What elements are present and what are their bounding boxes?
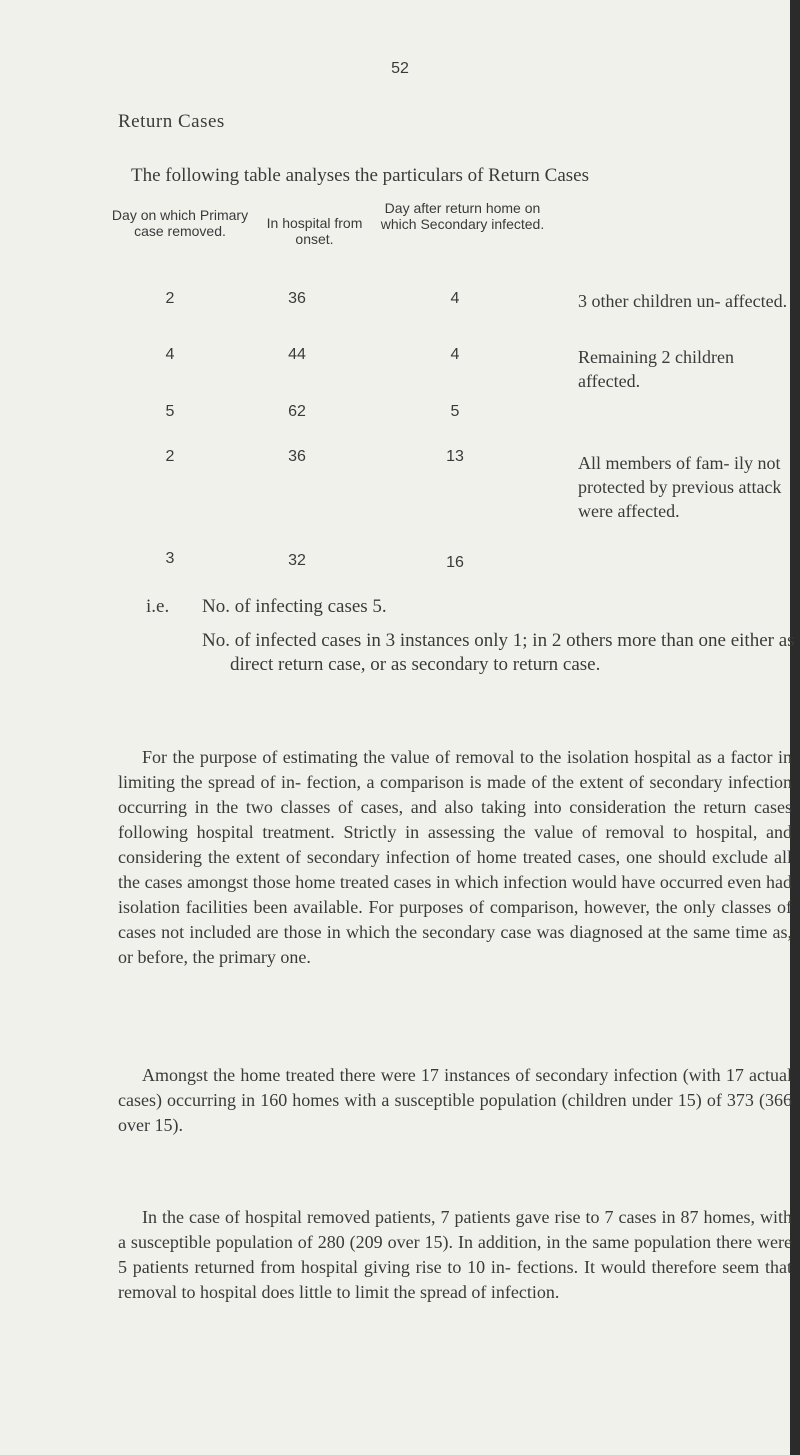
paragraph-hospital-removed: In the case of hospital removed patients, 7 patients gave rise to 7 cases in 87 homes, with a susceptible population of 280 (209 over 15). In addition, in the same population there were 5 patients returned from hospital giving rise to 10 in- fections. It would therefore seem that removal to hospital does little to limit the spread of infection. [118, 1207, 792, 1302]
table-cell: 13 [446, 448, 464, 465]
table-cell: 36 [288, 290, 306, 307]
column-header-in-hospital: In hospital from onset. [266, 215, 363, 247]
table-remark: All members of fam- ily not protected by previous attack were affected. [578, 453, 782, 521]
table-cell: 44 [288, 346, 306, 363]
table-remark: Remaining 2 children affected. [578, 347, 734, 391]
table-cell: 4 [450, 290, 460, 307]
table-cell: 2 [165, 290, 175, 307]
paragraph-home-treated: Amongst the home treated there were 17 instances of secondary infection (with 17 actual cases) occurring in 160 homes with a susceptible population (children under 15) of 373 (366 over 15). [118, 1065, 792, 1135]
page-number: 52 [391, 60, 409, 77]
intro-text: The following table analyses the particulars of Return Cases [131, 165, 589, 186]
paragraph-removal-value: For the purpose of estimating the value of removal to the isolation hospital as a factor in limiting the spread of in- fection, a comparison is made of the extent of secondary infection occurring in the two classes of cases, and also taking into consideration the return cases following hospital treatment. Strictly in assessing the value of removal to hospital, and considering the extent of secondary infection of home treated cases, one should exclude all the cases amongst those home treated cases in which infection would have occurred even had isolation facilities been available. For purposes of comparison, however, the only classes of cases not included are those in which the secondary case was diagnosed at the same time as, or before, the primary one. [118, 747, 792, 967]
section-heading: Return Cases [118, 111, 225, 132]
table-cell: 32 [288, 552, 306, 569]
summary-label: i.e. [146, 596, 170, 617]
table-remark: 3 other children un- affected. [578, 291, 788, 311]
table-cell: 4 [165, 346, 175, 363]
table-cell: 4 [450, 346, 460, 363]
summary-infected-cases: No. of infected cases in 3 instances only 1; in 2 others more than one either as direct return case, or as secondary to return case. [202, 630, 795, 675]
table-cell: 36 [288, 448, 306, 465]
table-cell: 5 [165, 403, 175, 420]
table-cell: 62 [288, 403, 306, 420]
table-cell: 5 [450, 403, 460, 420]
summary-infecting-cases: No. of infecting cases 5. [202, 596, 387, 617]
table-cell: 16 [446, 554, 464, 571]
column-header-day-after-return: Day after return home on which Secondary infected. [380, 200, 545, 232]
table-cell: 2 [165, 448, 175, 465]
table-cell: 3 [165, 550, 175, 567]
column-header-day-removed: Day on which Primary case removed. [111, 207, 249, 239]
